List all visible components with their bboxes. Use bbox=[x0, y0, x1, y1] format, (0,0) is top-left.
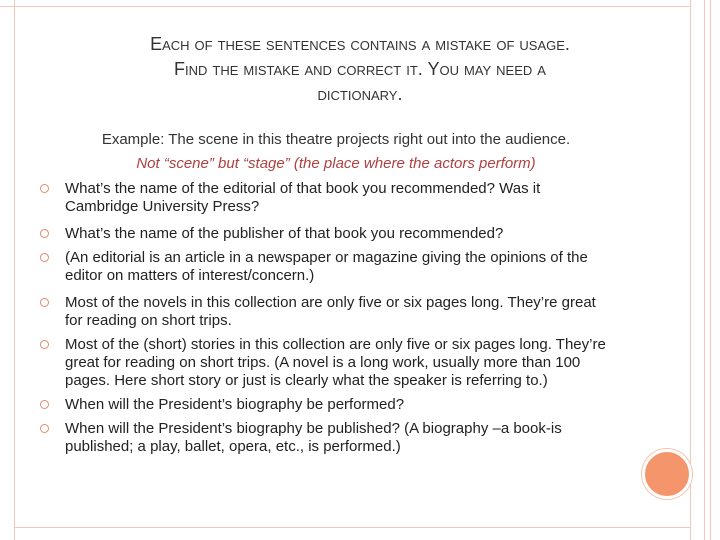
list-item-text: Most of the novels in this collection are only five or six pages long. They’re great for reading on short trips. bbox=[65, 294, 596, 329]
list-item bbox=[40, 249, 610, 285]
example-block bbox=[56, 128, 616, 176]
bullet-icon bbox=[40, 400, 49, 409]
decorative-circle bbox=[642, 449, 692, 499]
title-line-2: Find the mistake and correct it. You may need a bbox=[174, 59, 546, 79]
list-item-text: What’s the name of the editorial of that book you recommended? Was it Cambridge University Press? bbox=[65, 180, 541, 215]
list-item-text: What’s the name of the publisher of that book you recommended? bbox=[65, 225, 504, 242]
list-item bbox=[40, 396, 610, 414]
frame-top-line bbox=[0, 6, 690, 7]
list-item-text: Most of the (short) stories in this collection are only five or six pages long. They’re great for reading on short trips. (A novel is a long work, usually more than 100 pages. Here short story or just is clearly what the speaker is referring to.) bbox=[65, 336, 606, 389]
frame-bottom-line bbox=[14, 527, 691, 528]
list-item bbox=[40, 225, 610, 243]
list-item bbox=[40, 420, 610, 456]
bullet-icon bbox=[40, 340, 49, 349]
frame-left-line bbox=[14, 0, 15, 540]
bullet-icon bbox=[40, 298, 49, 307]
list-item-text: (An editorial is an article in a newspaper or magazine giving the opinions of the editor on matters of interest/concern.) bbox=[65, 249, 588, 284]
example-sentence: Example: The scene in this theatre projects right out into the audience. bbox=[101, 131, 571, 148]
list-item bbox=[40, 180, 610, 216]
title-line-3: dictionary. bbox=[317, 84, 403, 104]
frame-right-accent-line-2 bbox=[710, 0, 711, 540]
bullet-list bbox=[40, 180, 610, 456]
bullet-icon bbox=[40, 253, 49, 262]
example-correction: Not “scene” but “stage” (the place where the actors perform) bbox=[136, 155, 536, 172]
title-line-1: Each of these sentences contains a mistake of usage. bbox=[150, 34, 570, 54]
frame-right-accent-line bbox=[704, 0, 705, 540]
bullet-icon bbox=[40, 184, 49, 193]
list-item bbox=[40, 294, 610, 330]
bullet-icon bbox=[40, 229, 49, 238]
slide-title bbox=[40, 32, 680, 107]
bullet-icon bbox=[40, 424, 49, 433]
list-item bbox=[40, 336, 610, 390]
frame-right-line bbox=[690, 0, 691, 540]
list-item-text: When will the President’s biography be performed? bbox=[65, 396, 405, 413]
list-item-text: When will the President’s biography be published? (A biography –a book-is published; a play, ballet, opera, etc., is performed.) bbox=[65, 420, 562, 455]
